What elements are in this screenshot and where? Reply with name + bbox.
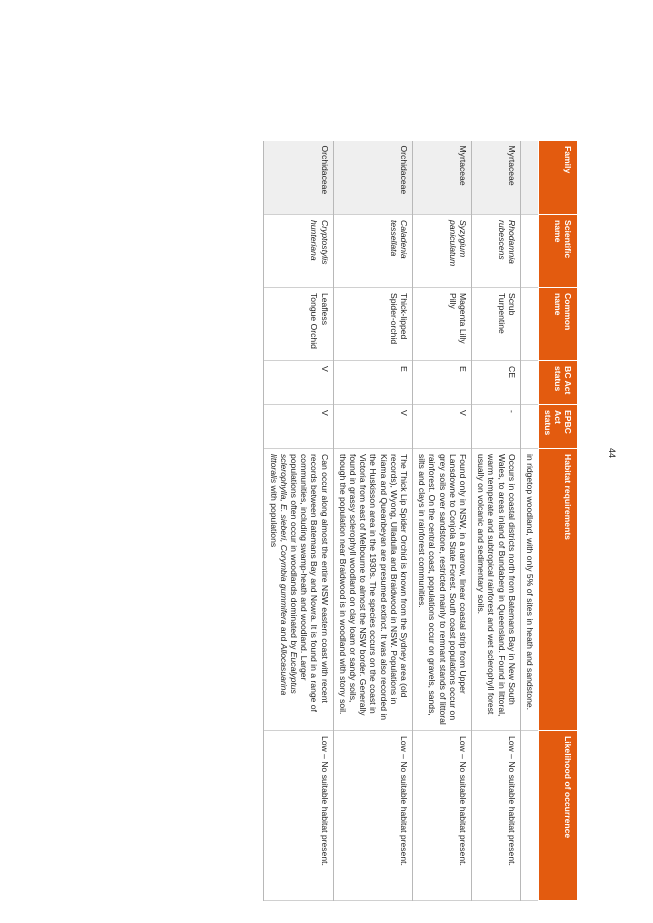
table-header-row	[539, 141, 578, 901]
cell-likelihood: Low – No suitable habitat present.	[471, 731, 520, 901]
rotated-table-container	[263, 140, 578, 900]
cell-scientific: Syzygium paniculatum	[412, 215, 471, 288]
cell-likelihood: Low – No suitable habitat present.	[412, 731, 471, 901]
cell-likelihood	[520, 731, 538, 901]
cell-common: Scrub Turpentine	[471, 288, 520, 361]
habitat-species-text: Allocasuarina littoralis	[268, 454, 289, 696]
cell-family: Orchidaceae	[264, 141, 333, 215]
header-epbc-act-status: EPBC Act status	[539, 405, 578, 449]
cell-scientific: Cryptostylis hunteriana	[264, 215, 333, 288]
table-row	[264, 141, 333, 901]
cell-scientific: Caladenia tessellata	[333, 215, 412, 288]
cell-family	[520, 141, 538, 215]
cell-bc: V	[264, 361, 333, 405]
header-habitat-requirements: Habitat requirements	[539, 449, 578, 731]
header-scientific-name: Scientific name	[539, 215, 578, 288]
header-bc-act-status: BC Act status	[539, 361, 578, 405]
table-row	[471, 141, 520, 901]
cell-scientific	[520, 215, 538, 288]
header-common-name: Common name	[539, 288, 578, 361]
cell-bc: E	[412, 361, 471, 405]
cell-bc: E	[333, 361, 412, 405]
cell-likelihood: Low – No suitable habitat present.	[264, 731, 333, 901]
habitat-text: Can occur along almost the entire NSW eastern coast with recent records between Batemans Bay and Nowra. It is found in a range of communities, including swamp-heath and woodland. Larger populations often occur in woodlands dominated by	[288, 454, 330, 712]
habitat-text: with populations	[268, 483, 279, 548]
cell-habitat: in ridgetop woodland, with only 5% of sites in heath and sandstone.	[520, 449, 538, 731]
cell-epbc: V	[264, 405, 333, 449]
cell-epbc: -	[471, 405, 520, 449]
threatened-flora-table	[263, 140, 578, 901]
cell-common: Thick-lipped Spider-orchid	[333, 288, 412, 361]
cell-epbc: V	[412, 405, 471, 449]
cell-epbc: V	[333, 405, 412, 449]
cell-common: Leafless Tongue Orchid	[264, 288, 333, 361]
cell-family: Orchidaceae	[333, 141, 412, 215]
cell-family: Myrtaceae	[412, 141, 471, 215]
cell-bc	[520, 361, 538, 405]
cell-bc: CE	[471, 361, 520, 405]
cell-common: Magenta Lilly Pilly	[412, 288, 471, 361]
header-family: Family	[539, 141, 578, 215]
page-number: 44	[607, 448, 617, 459]
cell-likelihood: Low – No suitable habitat present.	[333, 731, 412, 901]
cell-habitat: Found only in NSW, in a narrow, linear coastal strip from Upper Lansdowne to Conjola State Forest. South coast populations occur on grey soils over sandstone, restricted mainly to remnant stands of littoral rainforest. On the central coast, populations occur on gravels, sands, silts and clays in rainforest communities.	[412, 449, 471, 731]
cell-scientific: Rhodamnia rubescens	[471, 215, 520, 288]
cell-family: Myrtaceae	[471, 141, 520, 215]
cell-common	[520, 288, 538, 361]
habitat-text: and	[278, 624, 289, 644]
cell-habitat: The Thick Lip Spider Orchid is known from the Sydney area (old records), Wyong, Ulladulla and Braidwood in NSW. Populations in Kiama and Queanbeyan are presumed extinct. It was also recorded in the Huskisson area in the 1930s. The species occurs on the coast in Victoria from east of Melbourne to almost the NSW border. Generally found in grassy sclerophyll woodland on clay loam or sandy soils, though the population near Braidwood is in woodland with stony soil.	[333, 449, 412, 731]
table-row-continuation	[520, 141, 538, 901]
table-row	[412, 141, 471, 901]
cell-habitat: Occurs in coastal districts north from Batemans Bay in New South Wales, to areas inland of Bundaberg in Queensland. Found in littoral, warm temperate and subtropical rainforest and wet sclerophyll forest usually on volcanic and sedimentary soils.	[471, 449, 520, 731]
table-row	[333, 141, 412, 901]
header-likelihood: Likelihood of occurrence	[539, 731, 578, 901]
cell-epbc	[520, 405, 538, 449]
cell-habitat	[264, 449, 333, 731]
habitat-species-text: Eucalyptus sclerophylla, E. sieberi, Corymbia gummifera	[278, 454, 299, 694]
